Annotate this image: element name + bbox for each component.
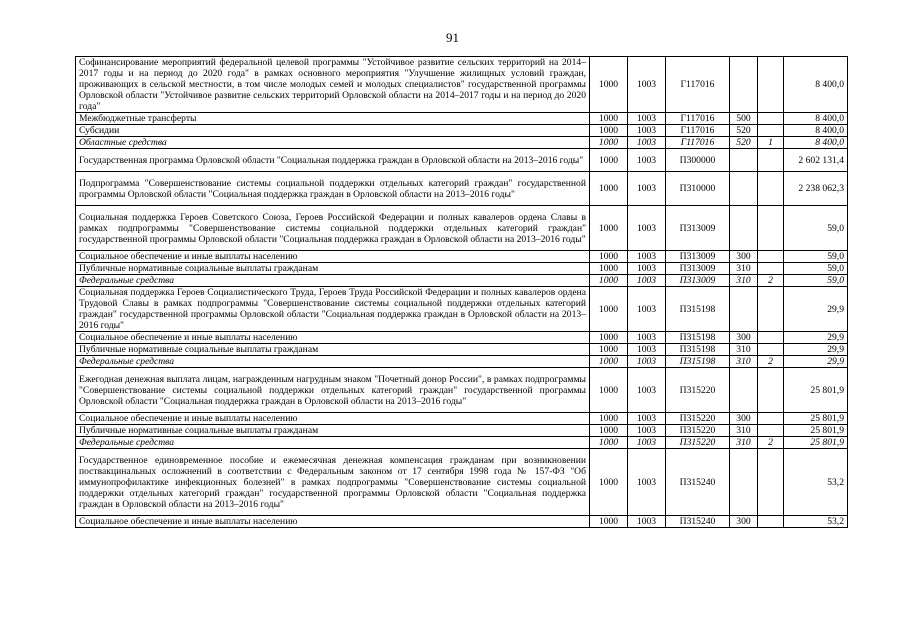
expense-type-code: 310: [730, 437, 758, 449]
subsection-code: 1003: [628, 172, 666, 206]
expense-type-code: 310: [730, 344, 758, 356]
section-code: 1000: [590, 332, 628, 344]
amount-value: 59,0: [784, 263, 848, 275]
section-code: 1000: [590, 125, 628, 137]
row-description: Государственная программа Орловской области "Социальная поддержка граждан в Орловской области на 2013–2016 годы": [76, 149, 590, 172]
target-article-code: П315198: [666, 287, 730, 332]
funding-source-code: [758, 344, 784, 356]
row-description: Подпрограмма "Совершенствование системы социальной поддержки отдельных категорий граждан" государственной программы Орловской области "Социальная поддержка граждан в Орловской области на 2013–2016 годы": [76, 172, 590, 206]
amount-value: 25 801,9: [784, 437, 848, 449]
subsection-code: 1003: [628, 368, 666, 413]
funding-source-code: [758, 413, 784, 425]
section-code: 1000: [590, 57, 628, 113]
expense-type-code: 300: [730, 413, 758, 425]
row-description: Федеральные средства: [76, 437, 590, 449]
section-code: 1000: [590, 172, 628, 206]
table-row: [76, 125, 848, 137]
table-row: [76, 425, 848, 437]
funding-source-code: [758, 251, 784, 263]
funding-source-code: [758, 449, 784, 516]
funding-source-code: [758, 368, 784, 413]
amount-value: 25 801,9: [784, 413, 848, 425]
section-code: 1000: [590, 251, 628, 263]
row-description: Социальное обеспечение и иные выплаты населению: [76, 332, 590, 344]
target-article-code: П315220: [666, 425, 730, 437]
amount-value: 8 400,0: [784, 137, 848, 149]
target-article-code: П315220: [666, 437, 730, 449]
subsection-code: 1003: [628, 125, 666, 137]
subsection-code: 1003: [628, 137, 666, 149]
target-article-code: П313009: [666, 251, 730, 263]
target-article-code: П313009: [666, 263, 730, 275]
target-article-code: П315198: [666, 356, 730, 368]
amount-value: 59,0: [784, 275, 848, 287]
table-row: [76, 263, 848, 275]
subsection-code: 1003: [628, 449, 666, 516]
table-row: [76, 287, 848, 332]
target-article-code: П315198: [666, 344, 730, 356]
expense-type-code: 500: [730, 113, 758, 125]
funding-source-code: [758, 287, 784, 332]
page-number: 91: [446, 30, 459, 45]
subsection-code: 1003: [628, 332, 666, 344]
subsection-code: 1003: [628, 57, 666, 113]
row-description: Федеральные средства: [76, 275, 590, 287]
row-description: Публичные нормативные социальные выплаты гражданам: [76, 425, 590, 437]
table-row: [76, 516, 848, 528]
table-row: [76, 251, 848, 263]
funding-source-code: [758, 172, 784, 206]
amount-value: 59,0: [784, 206, 848, 251]
section-code: 1000: [590, 137, 628, 149]
target-article-code: П300000: [666, 149, 730, 172]
row-description: Федеральные средства: [76, 356, 590, 368]
funding-source-code: [758, 113, 784, 125]
amount-value: 8 400,0: [784, 113, 848, 125]
table-row: [76, 356, 848, 368]
subsection-code: 1003: [628, 344, 666, 356]
funding-source-code: [758, 149, 784, 172]
section-code: 1000: [590, 516, 628, 528]
table-row: [76, 449, 848, 516]
table-row: [76, 368, 848, 413]
table-row: [76, 332, 848, 344]
funding-source-code: 2: [758, 275, 784, 287]
expense-type-code: [730, 206, 758, 251]
expense-type-code: 300: [730, 251, 758, 263]
subsection-code: 1003: [628, 263, 666, 275]
funding-source-code: 2: [758, 437, 784, 449]
section-code: 1000: [590, 263, 628, 275]
section-code: 1000: [590, 356, 628, 368]
section-code: 1000: [590, 368, 628, 413]
row-description: Публичные нормативные социальные выплаты гражданам: [76, 263, 590, 275]
funding-source-code: [758, 125, 784, 137]
funding-source-code: [758, 425, 784, 437]
target-article-code: П315220: [666, 413, 730, 425]
funding-source-code: [758, 263, 784, 275]
table-row: [76, 206, 848, 251]
row-description: Социальная поддержка Героев Социалистического Труда, Героев Труда Российской Федерации и полных кавалеров ордена Трудовой Славы в рамках подпрограммы "Совершенствование системы социальной поддержки отдельных категорий граждан" государственной программы Орловской области "Социальная поддержка граждан в Орловской области на 2013–2016 годы": [76, 287, 590, 332]
row-description: Областные средства: [76, 137, 590, 149]
table-row: [76, 437, 848, 449]
expense-type-code: 310: [730, 263, 758, 275]
budget-table-body: [76, 57, 848, 528]
row-description: Межбюджетные трансферты: [76, 113, 590, 125]
subsection-code: 1003: [628, 413, 666, 425]
funding-source-code: [758, 57, 784, 113]
expense-type-code: [730, 449, 758, 516]
target-article-code: Г117016: [666, 57, 730, 113]
section-code: 1000: [590, 344, 628, 356]
expense-type-code: 310: [730, 356, 758, 368]
amount-value: 29,9: [784, 332, 848, 344]
row-description: Социальное обеспечение и иные выплаты населению: [76, 516, 590, 528]
expense-type-code: [730, 149, 758, 172]
amount-value: 8 400,0: [784, 57, 848, 113]
table-row: [76, 413, 848, 425]
table-row: [76, 344, 848, 356]
amount-value: 29,9: [784, 356, 848, 368]
funding-source-code: 1: [758, 137, 784, 149]
expense-type-code: 310: [730, 275, 758, 287]
section-code: 1000: [590, 206, 628, 251]
target-article-code: П315240: [666, 516, 730, 528]
subsection-code: 1003: [628, 149, 666, 172]
funding-source-code: [758, 516, 784, 528]
table-row: [76, 57, 848, 113]
subsection-code: 1003: [628, 251, 666, 263]
target-article-code: П315240: [666, 449, 730, 516]
amount-value: 29,9: [784, 344, 848, 356]
subsection-code: 1003: [628, 275, 666, 287]
funding-source-code: 2: [758, 356, 784, 368]
target-article-code: П313009: [666, 275, 730, 287]
target-article-code: Г117016: [666, 137, 730, 149]
subsection-code: 1003: [628, 425, 666, 437]
expense-type-code: 520: [730, 125, 758, 137]
table-row: [76, 137, 848, 149]
expense-type-code: 310: [730, 425, 758, 437]
target-article-code: П315220: [666, 368, 730, 413]
subsection-code: 1003: [628, 206, 666, 251]
expense-type-code: 300: [730, 332, 758, 344]
target-article-code: П310000: [666, 172, 730, 206]
row-description: Публичные нормативные социальные выплаты гражданам: [76, 344, 590, 356]
section-code: 1000: [590, 437, 628, 449]
target-article-code: Г117016: [666, 125, 730, 137]
table-row: [76, 149, 848, 172]
target-article-code: П313009: [666, 206, 730, 251]
expense-type-code: 300: [730, 516, 758, 528]
amount-value: 29,9: [784, 287, 848, 332]
amount-value: 25 801,9: [784, 425, 848, 437]
expense-type-code: [730, 287, 758, 332]
section-code: 1000: [590, 425, 628, 437]
expense-type-code: [730, 172, 758, 206]
subsection-code: 1003: [628, 287, 666, 332]
row-description: Ежегодная денежная выплата лицам, награжденным нагрудным знаком "Почетный донор России", в рамках подпрограммы "Совершенствование системы социальной поддержки отдельных категорий граждан" государственной программы Орловской области "Социальная поддержка граждан в Орловской области на 2013–2016 годы": [76, 368, 590, 413]
section-code: 1000: [590, 149, 628, 172]
expense-type-code: 520: [730, 137, 758, 149]
row-description: Социальное обеспечение и иные выплаты населению: [76, 251, 590, 263]
section-code: 1000: [590, 287, 628, 332]
funding-source-code: [758, 332, 784, 344]
row-description: Софинансирование мероприятий федеральной целевой программы "Устойчивое развитие сельских территорий на 2014–2017 годы и на период до 2020 года" в рамках основного мероприятия "Улучшение жилищных условий граждан, проживающих в сельской местности, в том числе молодых семей и молодых специалистов" государственной программы Орловской области "Устойчивое развитие сельских территорий Орловской области на 2014–2017 годы и на период до 2020 года": [76, 57, 590, 113]
amount-value: 53,2: [784, 449, 848, 516]
subsection-code: 1003: [628, 113, 666, 125]
amount-value: 2 602 131,4: [784, 149, 848, 172]
table-row: [76, 113, 848, 125]
subsection-code: 1003: [628, 356, 666, 368]
section-code: 1000: [590, 413, 628, 425]
row-description: Государственное единовременное пособие и ежемесячная денежная компенсация гражданам при возникновении поствакцинальных осложнений в соответствии с Федеральным законом от 17 сентября 1998 года № 157-ФЗ "Об иммунопрофилактике инфекционных болезней" в рамках подпрограммы "Совершенствование системы социальной поддержки отдельных категорий граждан" государственной программы Орловской области "Социальная поддержка граждан в Орловской области на 2013–2016 годы": [76, 449, 590, 516]
amount-value: 2 238 062,3: [784, 172, 848, 206]
subsection-code: 1003: [628, 437, 666, 449]
amount-value: 53,2: [784, 516, 848, 528]
funding-source-code: [758, 206, 784, 251]
target-article-code: Г117016: [666, 113, 730, 125]
section-code: 1000: [590, 275, 628, 287]
amount-value: 59,0: [784, 251, 848, 263]
amount-value: 8 400,0: [784, 125, 848, 137]
amount-value: 25 801,9: [784, 368, 848, 413]
expense-type-code: [730, 368, 758, 413]
row-description: Социальное обеспечение и иные выплаты населению: [76, 413, 590, 425]
subsection-code: 1003: [628, 516, 666, 528]
row-description: Социальная поддержка Героев Советского Союза, Героев Российской Федерации и полных кавалеров ордена Славы в рамках подпрограммы "Совершенствование системы социальной поддержки отдельных категорий граждан" государственной программы Орловской области "Социальная поддержка граждан в Орловской области на 2013–2016 годы": [76, 206, 590, 251]
table-row: [76, 275, 848, 287]
section-code: 1000: [590, 113, 628, 125]
section-code: 1000: [590, 449, 628, 516]
expense-type-code: [730, 57, 758, 113]
row-description: Субсидии: [76, 125, 590, 137]
table-row: [76, 172, 848, 206]
budget-table: [75, 56, 848, 528]
target-article-code: П315198: [666, 332, 730, 344]
